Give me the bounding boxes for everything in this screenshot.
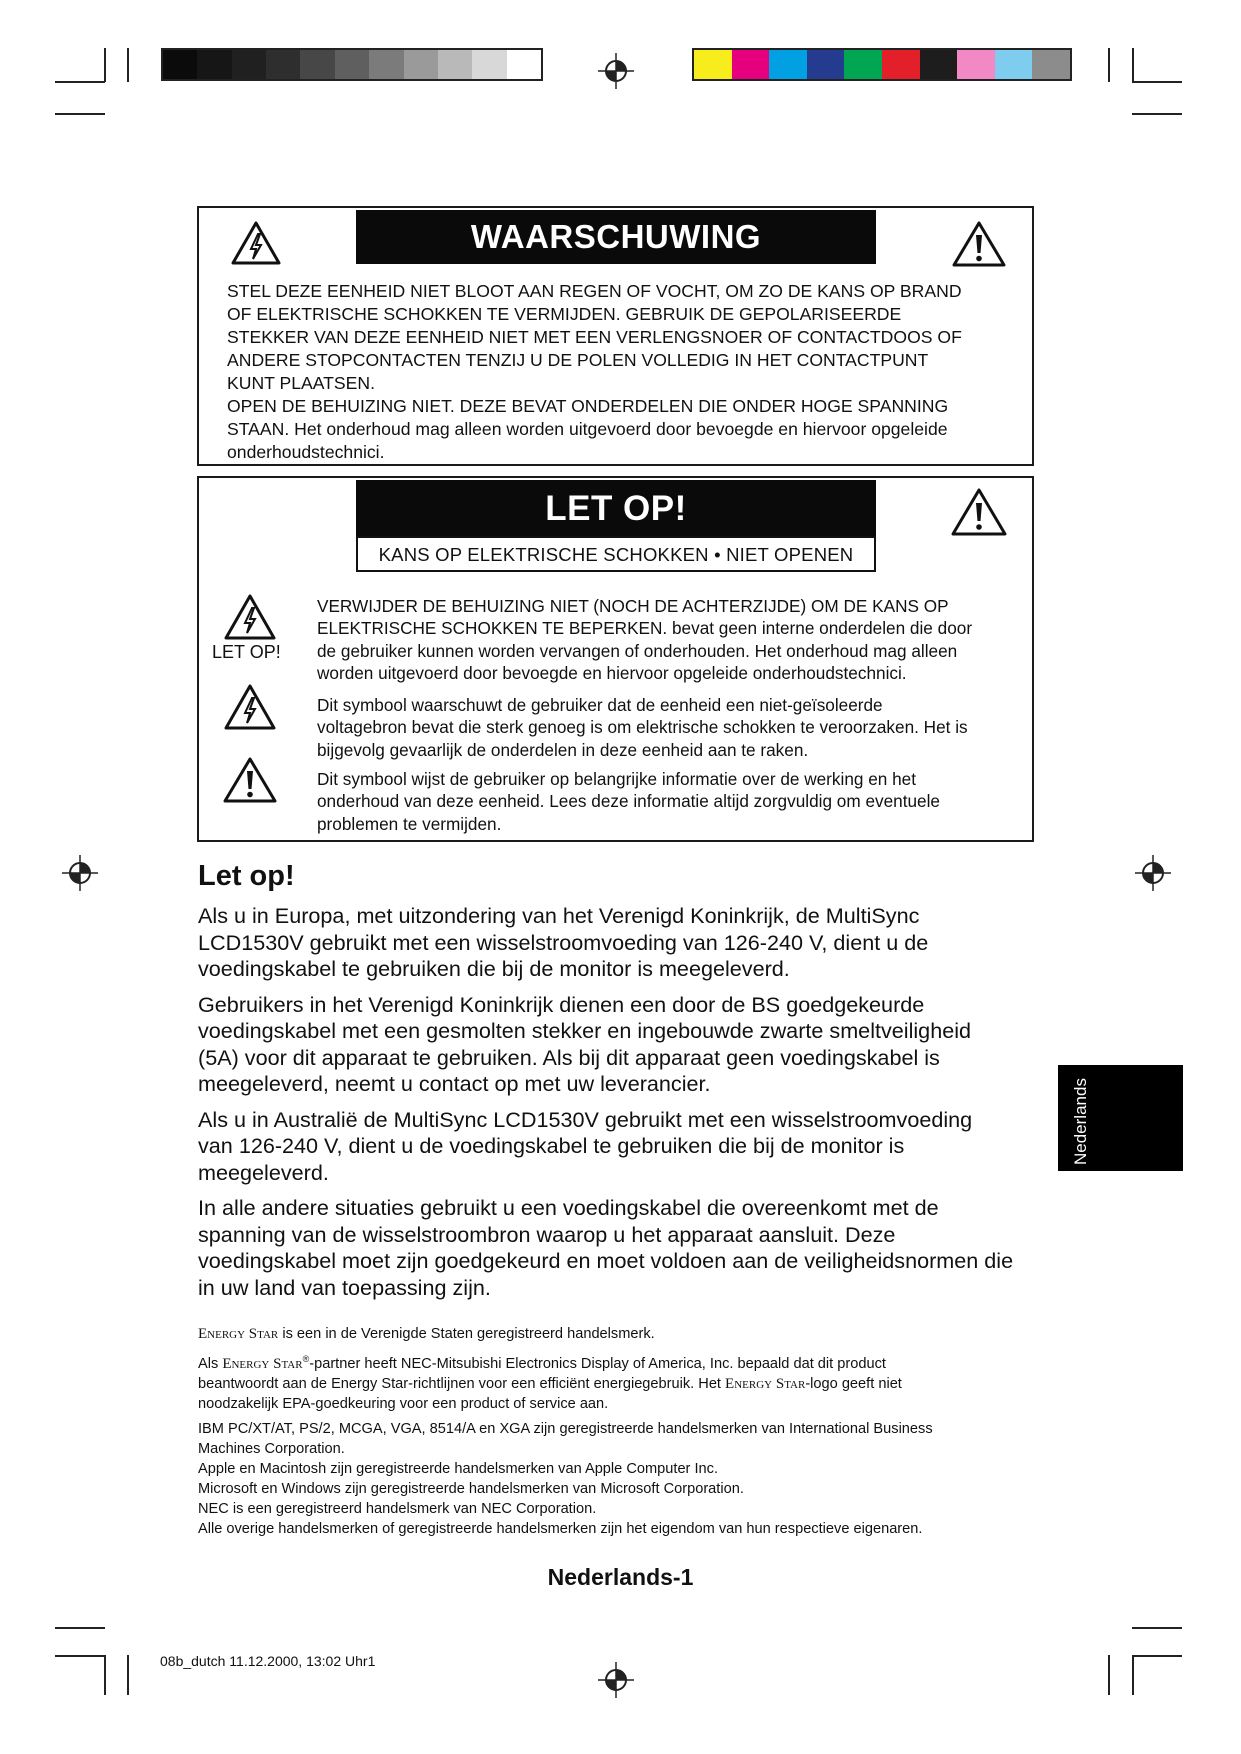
crop-mark-br-v xyxy=(1108,1655,1110,1695)
energy-star-mark: Energy Star xyxy=(198,1326,279,1342)
crop-mark-tl-h xyxy=(55,81,105,83)
warning-line: STEL DEZE EENHEID NIET BLOOT AAN REGEN OF VOCHT, OM ZO DE KANS OP BRAND xyxy=(227,281,962,301)
footnote-text: -logo geeft niet xyxy=(805,1375,902,1392)
crop-mark-br-v2 xyxy=(1132,1655,1134,1695)
caution-line: bijgevolg gevaarlijk de onderdelen in deze eenheid aan te raken. xyxy=(317,739,809,760)
footnote-text: -partner heeft NEC-Mitsubishi Electronics Display of America, Inc. bepaald dat dit product xyxy=(309,1355,886,1372)
crop-mark-tr-v xyxy=(1108,48,1110,82)
warning-text xyxy=(227,280,1027,464)
warning-line: OPEN DE BEHUIZING NIET. DEZE BEVAT ONDERDELEN DIE ONDER HOGE SPANNING xyxy=(227,396,949,416)
grayscale-swatch xyxy=(266,50,300,79)
footnote-text: noodzakelijk EPA-goedkeuring voor een product of service aan. xyxy=(198,1395,609,1412)
color-swatch xyxy=(769,50,807,79)
crop-mark-tl-v2 xyxy=(127,48,129,82)
warning-title: WAARSCHUWING xyxy=(356,210,876,264)
caution-text-3 xyxy=(317,768,1029,835)
electric-shock-warning-icon xyxy=(223,593,277,641)
section-heading: Let op! xyxy=(198,860,295,892)
caution-icon-label: LET OP! xyxy=(212,642,281,662)
warning-line: ANDERE STOPCONTACTEN TENZIJ U DE POLEN VOLLEDIG IN HET CONTACTPUNT xyxy=(227,350,929,370)
grayscale-swatch xyxy=(404,50,438,79)
footnote-microsoft: Microsoft en Windows zijn geregistreerde handelsmerken van Microsoft Corporation. xyxy=(198,1480,744,1497)
caution-line: ELEKTRISCHE SCHOKKEN TE BEPERKEN. bevat geen interne onderdelen die door xyxy=(317,618,973,639)
footnote-partner xyxy=(198,1349,1048,1414)
caution-line: Dit symbool waarschuwt de gebruiker dat de eenheid een niet-geïsoleerde xyxy=(317,695,883,715)
footnote-text: beantwoordt aan de Energy Star-richtlijnen voor een efficiënt energiegebruik. Het xyxy=(198,1375,726,1392)
energy-star-mark: Energy Star xyxy=(725,1375,806,1392)
warning-line: KUNT PLAATSEN. xyxy=(227,373,375,393)
grayscale-swatch xyxy=(232,50,266,79)
grayscale-swatch xyxy=(369,50,403,79)
color-swatch xyxy=(807,50,845,79)
color-swatch xyxy=(694,50,732,79)
language-side-tab-label: Nederlands xyxy=(1071,1078,1090,1165)
trademark-footnotes xyxy=(198,1324,1048,1539)
color-swatch xyxy=(732,50,770,79)
warning-box xyxy=(197,206,1034,466)
body-line: van 126-240 V, dient u de voedingskabel te gebruiken die bij de monitor is xyxy=(198,1133,905,1158)
registration-mark-right-icon xyxy=(1135,855,1171,891)
body-line: spanning van de wisselstroombron waarop u het apparaat aansluit. Deze xyxy=(198,1221,896,1247)
caution-line: worden uitgevoerd door bevoegde en hiervoor opgeleide onderhoudstechnici. xyxy=(317,663,907,684)
body-line: Als u in Australië de MultiSync LCD1530V gebruikt met een wisselstroomvoeding xyxy=(198,1106,973,1132)
grayscale-swatch xyxy=(507,50,541,79)
caution-line: VERWIJDER DE BEHUIZING NIET (NOCH DE ACHTERZIJDE) OM DE KANS OP xyxy=(317,596,949,616)
grayscale-swatch xyxy=(300,50,334,79)
footnote-text: IBM PC/XT/AT, PS/2, MCGA, VGA, 8514/A en XGA zijn geregistreerde handelsmerken van International Business xyxy=(198,1420,933,1437)
body-line: voedingskabel met een gesmolten stekker en ingebouwde zwarte smeltveiligheid xyxy=(198,1018,972,1043)
caution-line: de gebruiker kunnen worden vervangen of onderhouden. Het onderhoud mag alleen xyxy=(317,640,958,661)
body-line: meegeleverd. xyxy=(198,1159,329,1185)
crop-mark-bl-v xyxy=(104,1655,106,1695)
caution-line: Dit symbool wijst de gebruiker op belangrijke informatie over de werking en het xyxy=(317,769,916,789)
body-line: voedingskabel moet zijn goedgekeurd en moet voldoen aan de veiligheidsnormen die xyxy=(198,1248,1014,1273)
caution-subtitle: KANS OP ELEKTRISCHE SCHOKKEN • NIET OPENEN xyxy=(356,536,876,572)
warning-line: onderhoudstechnici. xyxy=(227,442,385,462)
grayscale-swatch xyxy=(335,50,369,79)
caution-text-1 xyxy=(317,595,1029,685)
body-paragraph xyxy=(198,903,1048,983)
section-body xyxy=(198,903,1048,1310)
exclamation-warning-icon xyxy=(950,487,1008,537)
language-side-tab[interactable] xyxy=(1058,1065,1183,1171)
body-line: LCD1530V gebruikt met een wisselstroomvoeding van 126-240 V, dient u de xyxy=(198,929,929,955)
page-number: Nederlands-1 xyxy=(547,1564,694,1590)
footnote-text: is een in de Verenigde Staten geregistreerd handelsmerk. xyxy=(278,1326,655,1342)
grayscale-calibration-bar xyxy=(161,48,543,81)
registration-mark-left-icon xyxy=(62,855,98,891)
footnote-text: Machines Corporation. xyxy=(198,1440,345,1457)
electric-shock-warning-icon xyxy=(230,220,282,266)
grayscale-swatch xyxy=(472,50,506,79)
electric-shock-symbol-icon xyxy=(223,683,277,731)
caution-text-2 xyxy=(317,694,1029,761)
body-paragraph xyxy=(198,1107,1048,1187)
caution-line: voltagebron bevat die sterk genoeg is om elektrische schokken te veroorzaken. Het is xyxy=(317,717,968,738)
body-line: Als u in Europa, met uitzondering van het Verenigd Koninkrijk, de MultiSync xyxy=(198,903,920,928)
body-line: In alle andere situaties gebruikt u een voedingskabel die overeenkomt met de xyxy=(198,1195,939,1220)
crop-mark-br-h2 xyxy=(1132,1655,1182,1657)
caution-line: problemen te vermijden. xyxy=(317,813,502,834)
body-paragraph xyxy=(198,1195,1048,1301)
color-swatch xyxy=(957,50,995,79)
footnote-others: Alle overige handelsmerken of geregistreerde handelsmerken zijn het eigendom van hun respectieve eigenaren. xyxy=(198,1520,923,1537)
footnote-text: Als xyxy=(198,1355,223,1372)
crop-mark-bl-h xyxy=(55,1627,105,1629)
caution-line: onderhoud van deze eenheid. Lees deze informatie altijd zorgvuldig om eventuele xyxy=(317,791,940,812)
grayscale-swatch xyxy=(163,50,197,79)
body-line: (5A) voor dit apparaat te gebruiken. Als bij dit apparaat geen voedingskabel is xyxy=(198,1044,940,1070)
crop-mark-tr-h xyxy=(1132,81,1182,83)
color-calibration-bar xyxy=(692,48,1072,81)
warning-line: STAAN. Het onderhoud mag alleen worden uitgevoerd door bevoegde en hiervoor opgeleide xyxy=(227,419,948,439)
body-paragraph xyxy=(198,992,1048,1098)
crop-mark-tr-v2 xyxy=(1132,48,1134,82)
registration-mark-bottom-icon xyxy=(598,1662,634,1698)
energy-star-mark: Energy Star xyxy=(222,1355,303,1372)
color-swatch xyxy=(882,50,920,79)
warning-line: OF ELEKTRISCHE SCHOKKEN TE VERMIJDEN. GEBRUIK DE GEPOLARISEERDE xyxy=(227,304,902,324)
footnote-apple: Apple en Macintosh zijn geregistreerde handelsmerken van Apple Computer Inc. xyxy=(198,1460,718,1477)
body-line: in uw land van toepassing zijn. xyxy=(198,1274,491,1300)
crop-mark-tr-h2 xyxy=(1132,113,1182,115)
caution-title: LET OP! xyxy=(356,480,876,538)
crop-mark-bl-h2 xyxy=(55,1655,105,1657)
warning-line: STEKKER VAN DEZE EENHEID NIET MET EEN VERLENGSNOER OF CONTACTDOOS OF xyxy=(227,327,962,347)
crop-mark-tl-v xyxy=(104,48,106,82)
body-line: meegeleverd, neemt u contact op met uw leverancier. xyxy=(198,1071,711,1096)
footnote-nec: NEC is een geregistreerd handelsmerk van NEC Corporation. xyxy=(198,1500,597,1517)
registered-mark: ® xyxy=(302,1354,310,1364)
color-swatch xyxy=(920,50,958,79)
color-swatch xyxy=(995,50,1033,79)
caution-box xyxy=(197,476,1034,842)
print-slug: 08b_dutch 11.12.2000, 13:02 Uhr1 xyxy=(160,1653,376,1669)
crop-mark-br-h xyxy=(1132,1627,1182,1629)
footnote-ibm xyxy=(198,1419,1048,1459)
color-swatch xyxy=(1032,50,1070,79)
body-line: voedingskabel te gebruiken die bij de monitor is meegeleverd. xyxy=(198,956,790,981)
footnote-energy-star xyxy=(198,1324,1048,1344)
body-line: Gebruikers in het Verenigd Koninkrijk dienen een door de BS goedgekeurde xyxy=(198,991,925,1017)
exclamation-symbol-icon xyxy=(222,756,278,804)
registration-mark-top-icon xyxy=(598,53,634,89)
grayscale-swatch xyxy=(438,50,472,79)
grayscale-swatch xyxy=(197,50,231,79)
crop-mark-tl-h2 xyxy=(55,113,105,115)
color-swatch xyxy=(844,50,882,79)
exclamation-warning-icon xyxy=(951,220,1007,268)
crop-mark-bl-v2 xyxy=(127,1655,129,1695)
